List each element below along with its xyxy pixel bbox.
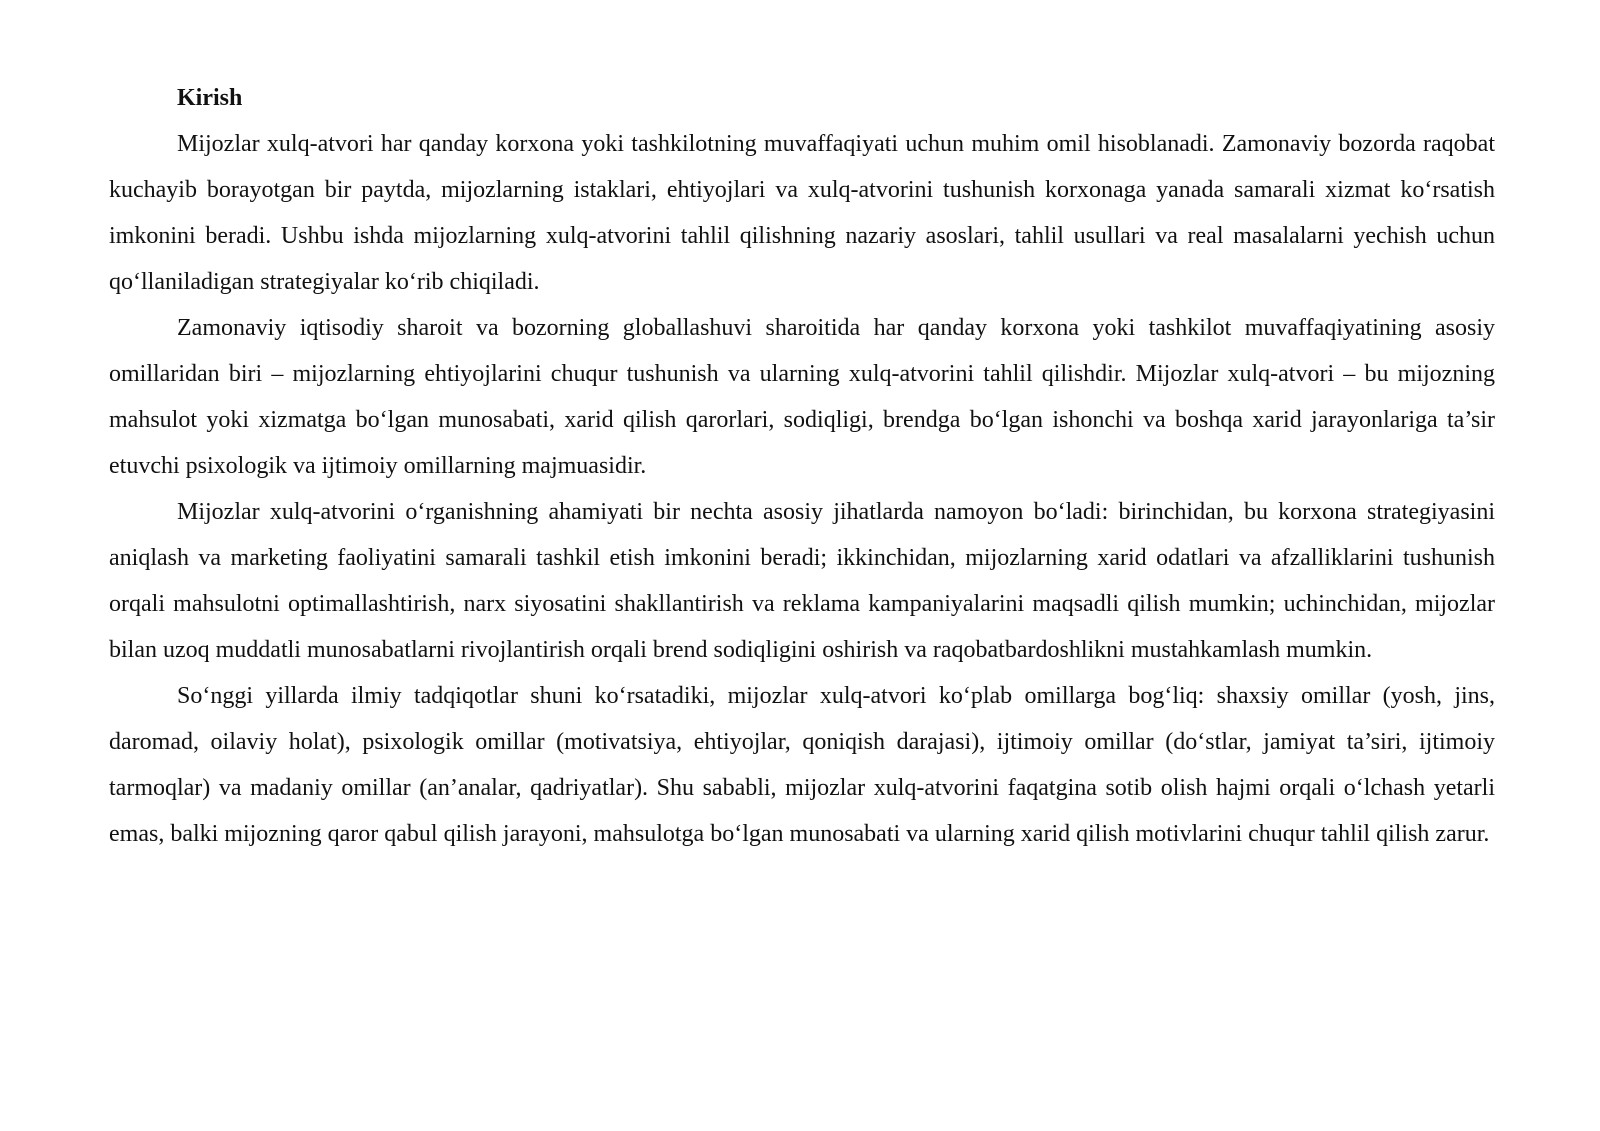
section-heading: Kirish [177, 85, 243, 111]
paragraph-2: Zamonaviy iqtisodiy sharoit va bozorning globallashuvi sharoitida har qanday korxona yoki tashkilot muvaffaqiyatining asosiy omillaridan biri – mijozlarning ehtiyojlarini chuqur tushunish va ularning xulq-atvorini tahlil qilishdir. Mijozlar xulq-atvori – bu mijozning mahsulot yoki xizmatga bo‘lgan munosabati, xarid qilish qarorlari, sodiqligi, brendga bo‘lgan ishonchi va boshqa xarid jarayonlariga ta’sir etuvchi psixologik va ijtimoiy omillarning majmuasidir. [109, 315, 1495, 479]
paragraph-3: Mijozlar xulq-atvorini o‘rganishning ahamiyati bir nechta asosiy jihatlarda namoyon bo‘ladi: birinchidan, bu korxona strategiyasini aniqlash va marketing faoliyatini samarali tashkil etish imkonini beradi; ikkinchidan, mijozlarning xarid odatlari va afzalliklarini tushunish orqali mahsulotni optimallashtirish, narx siyosatini shakllantirish va reklama kampaniyalarini maqsadli qilish mumkin; uchinchidan, mijozlar bilan uzoq muddatli munosabatlarni rivojlantirish orqali brend sodiqligini oshirish va raqobatbardoshlikni mustahkamlash mumkin. [109, 499, 1495, 663]
paragraph-4: So‘nggi yillarda ilmiy tadqiqotlar shuni ko‘rsatadiki, mijozlar xulq-atvori ko‘plab omillarga bog‘liq: shaxsiy omillar (yosh, jins, daromad, oilaviy holat), psixologik omillar (motivatsiya, ehtiyojlar, qoniqish darajasi), ijtimoiy omillar (do‘stlar, jamiyat ta’siri, ijtimoiy tarmoqlar) va madaniy omillar (an’analar, qadriyatlar). Shu sababli, mijozlar xulq-atvorini faqatgina sotib olish hajmi orqali o‘lchash yetarli emas, balki mijozning qaror qabul qilish jarayoni, mahsulotga bo‘lgan munosabati va ularning xarid qilish motivlarini chuqur tahlil qilish zarur. [109, 683, 1495, 847]
paragraph-1: Mijozlar xulq-atvori har qanday korxona yoki tashkilotning muvaffaqiyati uchun muhim omil hisoblanadi. Zamonaviy bozorda raqobat kuchayib borayotgan bir paytda, mijozlarning istaklari, ehtiyojlari va xulq-atvorini tushunish korxonaga yanada samarali xizmat ko‘rsatish imkonini beradi. Ushbu ishda mijozlarning xulq-atvorini tahlil qilishning nazariy asoslari, tahlil usullari va real masalalarni yechish uchun qo‘llaniladigan strategiyalar ko‘rib chiqiladi. [109, 131, 1495, 295]
document-body [109, 75, 1495, 857]
